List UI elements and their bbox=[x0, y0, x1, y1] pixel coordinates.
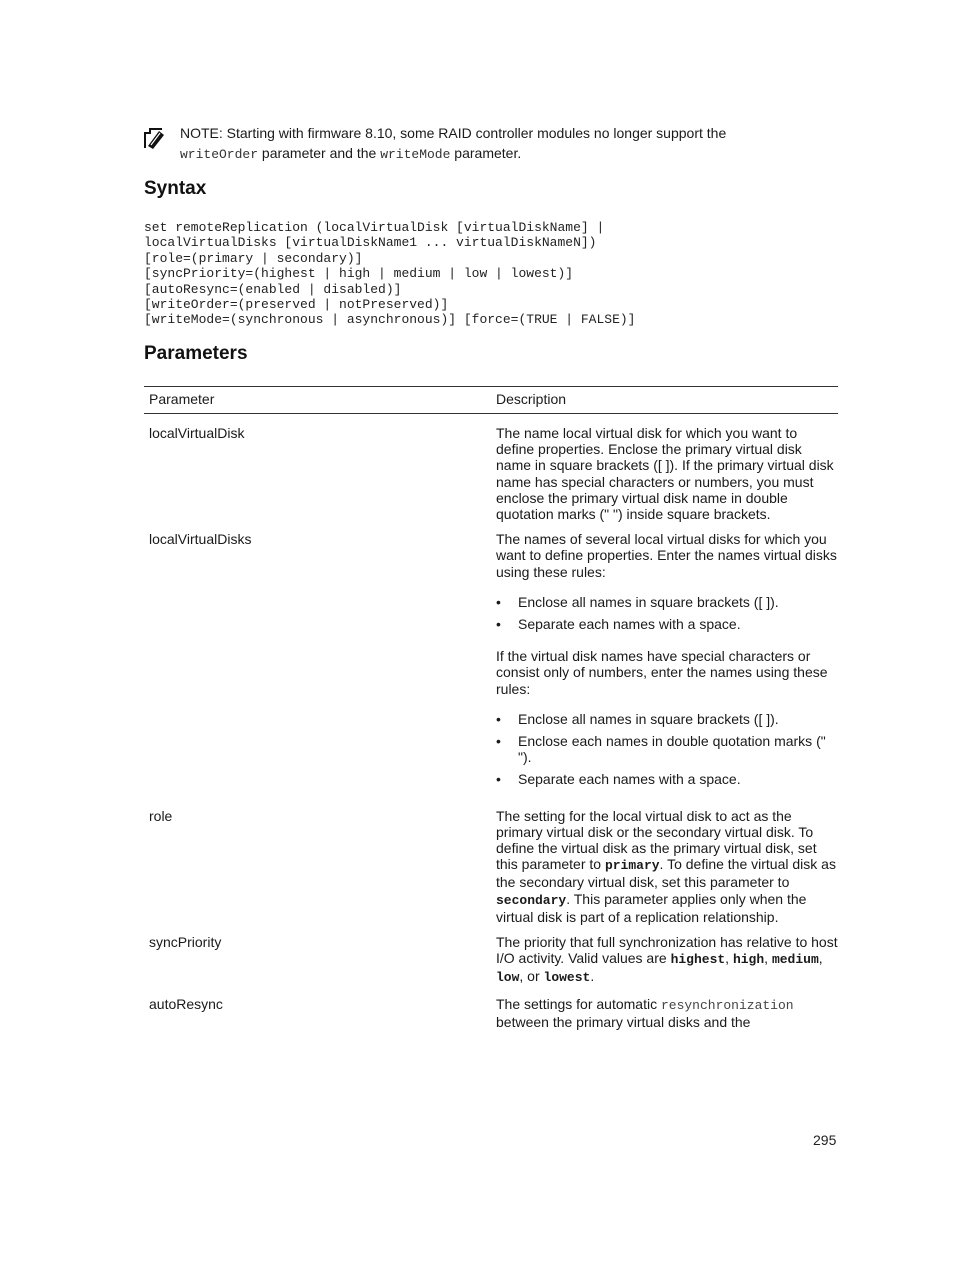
param-description: The settings for automatic resynchronization between the primary virtual disks and the bbox=[496, 995, 794, 1030]
list-item: • Separate each names with a space. bbox=[496, 771, 838, 787]
code-write-order: writeOrder bbox=[180, 147, 259, 162]
table-header bbox=[144, 386, 838, 414]
table-row bbox=[144, 531, 838, 787]
note-label: NOTE: bbox=[180, 125, 223, 141]
code-primary: primary bbox=[604, 858, 660, 874]
code-low: low bbox=[496, 970, 520, 986]
param-description: The setting for the local virtual disk to act as the primary virtual disk or the secondary virtual disk. To define the virtual disk as the primary virtual disk, set this parameter to primary. To define the virtual disk as the secondary virtual disk, set this parameter to secondary. This parameter applies only when the virtual disk is part of a replication relationship. bbox=[496, 807, 836, 925]
code-high: high bbox=[732, 952, 765, 968]
param-description: The names of several local virtual disks for which you want to define properties. Enter the names virtual disks using these rules: • Enclose all names in square brackets ([ ]). • Separate each names with a space. If the virtual disk names have special characters or consist only of numbers, enter the names using these rules: • Enclose all names in square brackets ([ ]). • Enclose each names in double quotation marks (" "). • Separate each names with a space. bbox=[496, 531, 838, 787]
syntax-code-block bbox=[144, 220, 844, 328]
param-name: role bbox=[149, 807, 173, 824]
list-item: • Enclose all names in square brackets ([ ]). bbox=[496, 711, 838, 727]
syntax-line: [role=(primary | secondary)] bbox=[144, 250, 363, 266]
syntax-line: localVirtualDisks [virtualDiskName1 ... virtualDiskNameN]) bbox=[144, 235, 597, 251]
table-row bbox=[144, 808, 838, 925]
table-row bbox=[144, 996, 838, 1030]
code-lowest: lowest bbox=[543, 970, 591, 986]
list-item: • Enclose all names in square brackets ([ ]). bbox=[496, 594, 838, 610]
syntax-heading: Syntax bbox=[144, 178, 207, 199]
code-highest: highest bbox=[670, 952, 726, 968]
rules-list bbox=[496, 594, 838, 632]
parameters-heading: Parameters bbox=[144, 343, 248, 364]
note-text: NOTE: Starting with firmware 8.10, some RAID controller modules no longer support the writeOrder parameter and the writeMode parameter. bbox=[180, 125, 727, 162]
parameters-table bbox=[144, 386, 838, 1030]
code-write-mode: writeMode bbox=[380, 147, 451, 162]
page-number: 295 bbox=[813, 1132, 837, 1148]
syntax-line: [writeMode=(synchronous | asynchronous)] [force=(TRUE | FALSE)] bbox=[144, 312, 636, 328]
table-row bbox=[144, 425, 838, 522]
syntax-line: [syncPriority=(highest | high | medium | low | lowest)] bbox=[144, 266, 574, 282]
list-item: • Enclose each names in double quotation marks (" "). bbox=[496, 733, 838, 765]
syntax-line: [autoResync=(enabled | disabled)] bbox=[144, 281, 402, 297]
param-name: localVirtualDisks bbox=[149, 531, 252, 548]
syntax-line: set remoteReplication (localVirtualDisk [virtualDiskName] | bbox=[144, 220, 605, 235]
table-row bbox=[144, 934, 838, 987]
param-description: The priority that full synchronization has relative to host I/O activity. Valid values are highest, high, medium, low, or lowest. bbox=[496, 934, 838, 986]
header-parameter: Parameter bbox=[149, 391, 215, 407]
rules-list bbox=[496, 711, 838, 788]
code-medium: medium bbox=[771, 952, 819, 968]
pencil-note-icon bbox=[144, 127, 166, 149]
code-resynchronization: resynchronization bbox=[660, 997, 794, 1013]
code-secondary: secondary bbox=[496, 892, 567, 908]
param-description: The name local virtual disk for which you want to define properties. Enclose the primary virtual disk name in square brackets ([ ]). If the primary virtual disk name has special characters or numbers, you must enclose the primary virtual disk name in double quotation marks (" ") inside square brackets. bbox=[496, 425, 834, 523]
param-name: autoResync bbox=[149, 995, 223, 1012]
param-name: localVirtualDisk bbox=[149, 425, 245, 441]
header-description: Description bbox=[496, 391, 567, 407]
syntax-line: [writeOrder=(preserved | notPreserved)] bbox=[144, 297, 449, 313]
list-item: • Separate each names with a space. bbox=[496, 616, 838, 632]
param-name: syncPriority bbox=[149, 934, 222, 951]
